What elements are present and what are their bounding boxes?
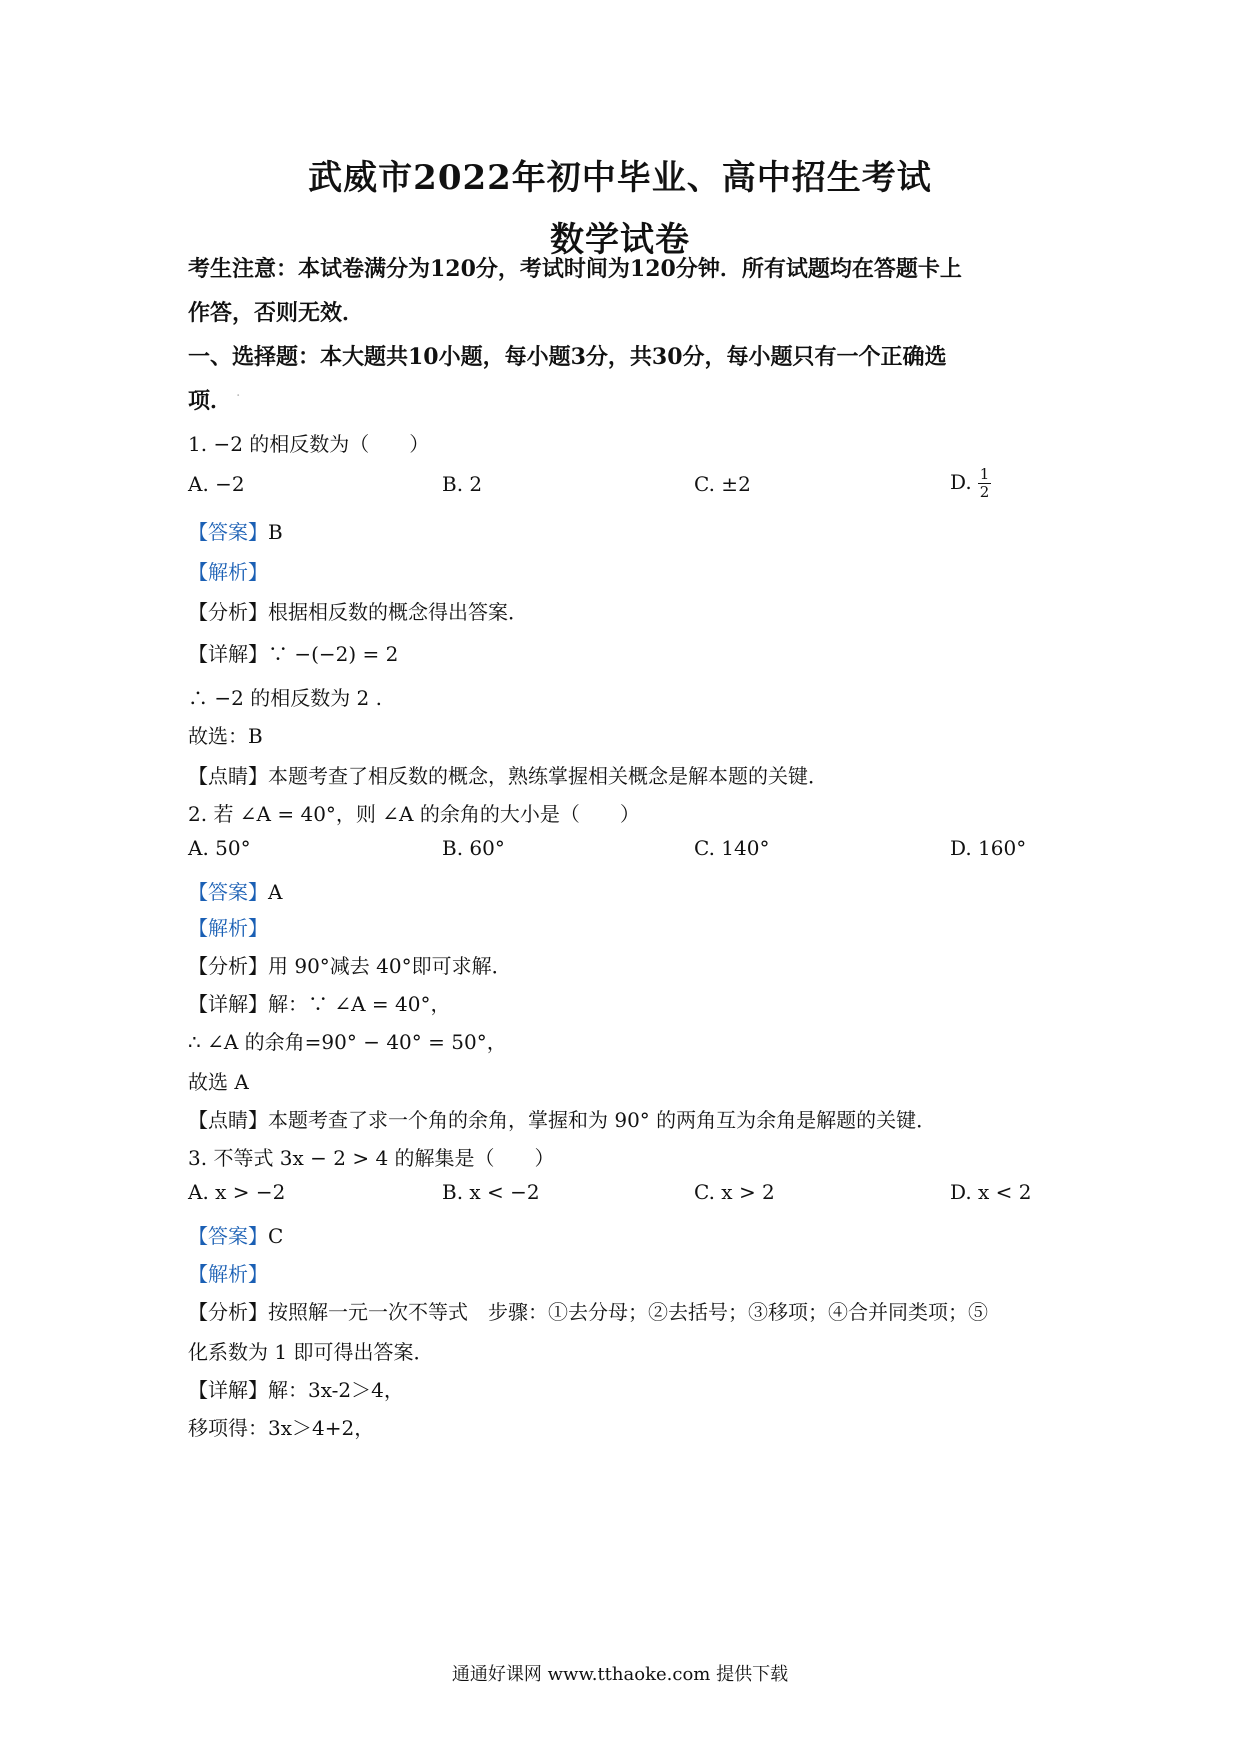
q2-option-d: D. 160° bbox=[950, 836, 1027, 860]
q1-choice: 故选：B bbox=[188, 724, 263, 748]
notice-line-2: 作答，否则无效． bbox=[188, 300, 365, 326]
q1-option-d-fraction bbox=[978, 466, 992, 501]
notice-line-1: 考生注意：本试卷满分为120分，考试时间为120分钟．所有试题均在答题卡上 bbox=[188, 256, 962, 282]
q1-comment bbox=[188, 760, 828, 789]
page-title: 武威市2022年初中毕业、高中招生考试 bbox=[308, 158, 932, 198]
q1-therefore: ∴ −2 的相反数为 2 . bbox=[188, 686, 382, 710]
q3-answer bbox=[188, 1220, 283, 1249]
q3-detail-text: 解：3x-2＞4， bbox=[268, 1378, 404, 1402]
answer-tag: 【答案】 bbox=[188, 1224, 268, 1248]
q1-comment-text: 本题考查了相反数的概念，熟练掌握相关概念是解本题的关键． bbox=[268, 764, 828, 788]
q2-option-b: B. 60° bbox=[442, 836, 505, 860]
analysis-tag: 【分析】 bbox=[188, 1300, 268, 1324]
q1-answer bbox=[188, 516, 283, 545]
q1-analysis bbox=[188, 596, 528, 625]
q3-option-b: B. x < −2 bbox=[442, 1180, 540, 1204]
q2-answer-value: A bbox=[268, 880, 283, 904]
answer-tag: 【答案】 bbox=[188, 880, 268, 904]
explain-tag: 【解析】 bbox=[188, 916, 268, 940]
comment-tag: 【点睛】 bbox=[188, 1108, 268, 1132]
explain-tag: 【解析】 bbox=[188, 1262, 268, 1286]
answer-tag: 【答案】 bbox=[188, 520, 268, 544]
q3-answer-value: C bbox=[268, 1224, 284, 1248]
q2-explain bbox=[188, 912, 268, 941]
fraction-denominator: 2 bbox=[979, 483, 990, 501]
scan-dot: · bbox=[236, 388, 241, 404]
q1-analysis-text: 根据相反数的概念得出答案． bbox=[268, 600, 528, 624]
q3-analysis bbox=[188, 1296, 988, 1325]
detail-tag: 【详解】 bbox=[188, 992, 268, 1016]
page-subtitle: 数学试卷 bbox=[550, 220, 690, 260]
q3-analysis-cont: 化系数为 1 即可得出答案． bbox=[188, 1340, 434, 1364]
q1-option-d-label: D. bbox=[950, 470, 972, 494]
section-heading-line-1: 一、选择题：本大题共10小题，每小题3分，共30分，每小题只有一个正确选 bbox=[188, 344, 947, 370]
detail-tag: 【详解】 bbox=[188, 642, 268, 666]
q1-explain bbox=[188, 556, 268, 585]
analysis-tag: 【分析】 bbox=[188, 954, 268, 978]
q1-option-a: A. −2 bbox=[188, 472, 245, 496]
q3-option-c: C. x > 2 bbox=[694, 1180, 775, 1204]
q1-option-c: C. ±2 bbox=[694, 472, 751, 496]
q2-detail bbox=[188, 988, 450, 1017]
q2-option-c: C. 140° bbox=[694, 836, 770, 860]
q3-explain bbox=[188, 1258, 268, 1287]
footer-credit: 通通好课网 www.tthaoke.com 提供下载 bbox=[451, 1664, 789, 1685]
q3-stem: 3. 不等式 3x − 2 > 4 的解集是（ ） bbox=[188, 1146, 555, 1170]
analysis-tag: 【分析】 bbox=[188, 600, 268, 624]
q1-detail bbox=[188, 638, 398, 667]
q2-detail-text: 解：∵ ∠A = 40°， bbox=[268, 992, 451, 1016]
q1-detail-text: ∵ −(−2) = 2 bbox=[268, 642, 399, 666]
q3-option-a: A. x > −2 bbox=[188, 1180, 286, 1204]
q3-move: 移项得：3x＞4+2， bbox=[188, 1416, 375, 1440]
q2-therefore: ∴ ∠A 的余角=90° − 40° = 50°， bbox=[188, 1030, 507, 1054]
q2-stem: 2. 若 ∠A = 40°，则 ∠A 的余角的大小是（ ） bbox=[188, 802, 640, 826]
q3-analysis-text: 按照解一元一次不等式 步骤：①去分母；②去括号；③移项；④合并同类项；⑤ bbox=[268, 1300, 988, 1324]
q2-analysis bbox=[188, 950, 512, 979]
q2-answer bbox=[188, 876, 282, 905]
q1-answer-value: B bbox=[268, 520, 283, 544]
q2-option-a: A. 50° bbox=[188, 836, 251, 860]
q2-analysis-text: 用 90°减去 40°即可求解． bbox=[268, 954, 512, 978]
q1-option-d bbox=[950, 466, 991, 501]
fraction-numerator: 1 bbox=[979, 465, 990, 483]
comment-tag: 【点睛】 bbox=[188, 764, 268, 788]
q3-detail bbox=[188, 1374, 404, 1403]
explain-tag: 【解析】 bbox=[188, 560, 268, 584]
q1-stem: 1. −2 的相反数为（ ） bbox=[188, 432, 430, 456]
q3-option-d: D. x < 2 bbox=[950, 1180, 1032, 1204]
section-heading-line-2: 项． bbox=[188, 388, 233, 414]
q2-comment bbox=[188, 1104, 936, 1133]
detail-tag: 【详解】 bbox=[188, 1378, 268, 1402]
q1-option-b: B. 2 bbox=[442, 472, 483, 496]
q2-choice: 故选 A bbox=[188, 1070, 249, 1094]
q2-comment-text: 本题考查了求一个角的余角，掌握和为 90° 的两角互为余角是解题的关键． bbox=[268, 1108, 937, 1132]
